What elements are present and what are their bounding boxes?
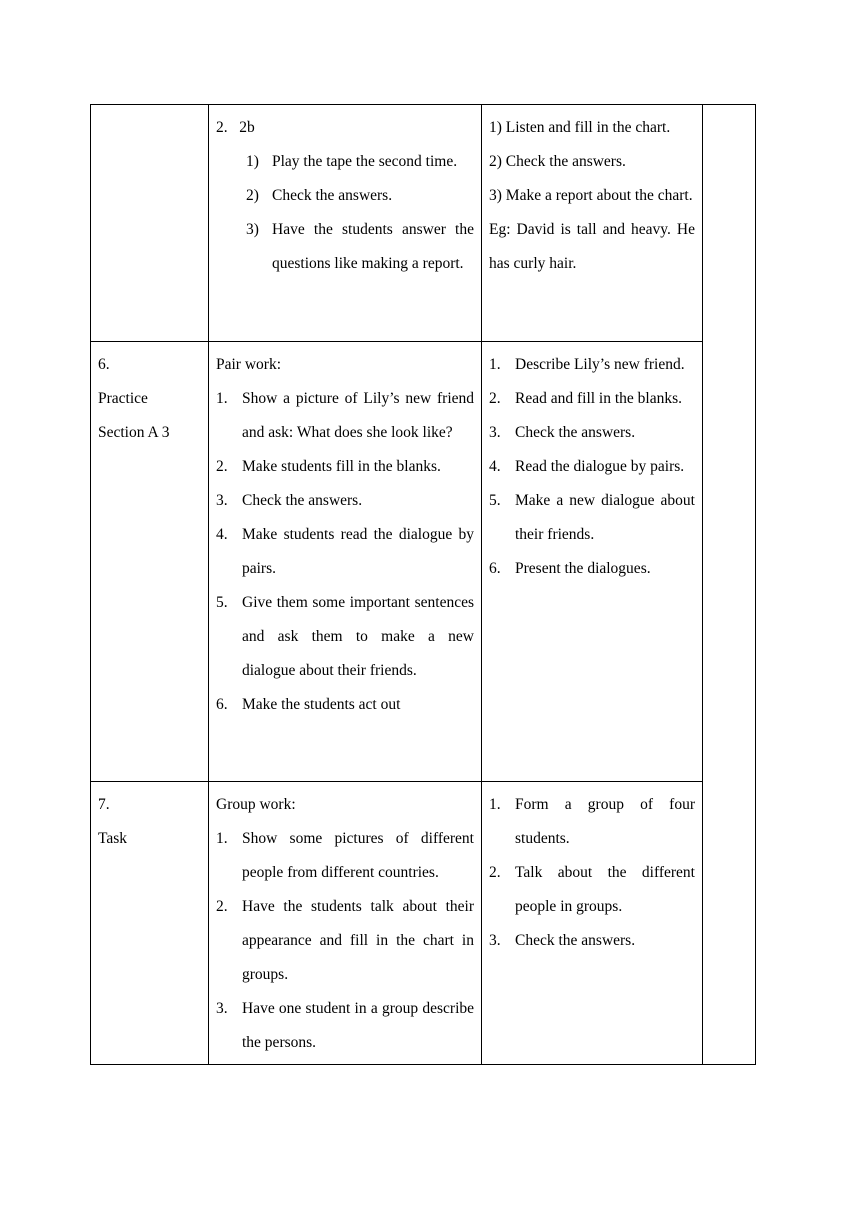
list-item: 1. Describe Lily’s new friend. (489, 356, 685, 373)
table-row (91, 782, 756, 1065)
teacher-steps-list (216, 145, 474, 281)
list-item: 3. Have one student in a group describe the persons. (216, 1000, 474, 1051)
table-row (91, 105, 756, 342)
stage-cell (91, 342, 209, 782)
student-activity-cell (482, 105, 703, 342)
list-item: 2. Have the students talk about their appearance and fill in the chart in groups. (216, 898, 474, 983)
list-item: 3) Have the students answer the questions like making a report. (246, 221, 474, 272)
list-item: 4. Make students read the dialogue by pairs. (216, 526, 474, 577)
stage-cell (91, 105, 209, 342)
notes-cell (703, 782, 756, 1065)
lesson-plan-table (90, 104, 756, 1065)
teacher-steps-list (216, 822, 474, 1060)
stage-name: Task (98, 830, 128, 847)
list-item: 2. Make students fill in the blanks. (216, 458, 441, 475)
list-item: 2) Check the answers. (246, 187, 393, 204)
list-item: 1. Show a picture of Lily’s new friend and ask: What does she look like? (216, 390, 474, 441)
list-item: 3. Check the answers. (489, 932, 636, 949)
stage-name: Practice (98, 390, 148, 407)
teacher-activity-cell (209, 105, 482, 342)
teacher-activity-cell (209, 342, 482, 782)
activity-heading: 2. 2b (216, 119, 255, 136)
teacher-steps-list (216, 382, 474, 722)
table-row (91, 342, 756, 782)
list-item: 4. Read the dialogue by pairs. (489, 458, 685, 475)
stage-number: 7. (98, 796, 110, 813)
list-item: 6. Make the students act out (216, 696, 401, 713)
student-line: 1) Listen and fill in the chart. (489, 119, 671, 136)
notes-cell (703, 105, 756, 782)
list-item: 2. Talk about the different people in groups. (489, 864, 695, 915)
list-item: 5. Make a new dialogue about their friends. (489, 492, 695, 543)
student-line: 2) Check the answers. (489, 153, 626, 170)
activity-heading: Pair work: (216, 356, 282, 373)
student-activity-cell (482, 342, 703, 782)
student-line: 3) Make a report about the chart. (489, 187, 693, 204)
list-item: 2. Read and fill in the blanks. (489, 390, 683, 407)
list-item: 3. Check the answers. (216, 492, 363, 509)
list-item: 3. Check the answers. (489, 424, 636, 441)
list-item: 5. Give them some important sentences and ask them to make a new dialogue about their friends. (216, 594, 474, 679)
stage-cell (91, 782, 209, 1065)
list-item: 1. Show some pictures of different people from different countries. (216, 830, 474, 881)
student-steps-list (489, 788, 695, 958)
student-steps-list (489, 348, 695, 586)
student-line: Eg: David is tall and heavy. He has curly hair. (489, 221, 695, 272)
list-item: 6. Present the dialogues. (489, 560, 651, 577)
activity-heading: Group work: (216, 796, 296, 813)
stage-number: 6. (98, 356, 110, 373)
list-item: 1. Form a group of four students. (489, 796, 695, 847)
student-activity-cell (482, 782, 703, 1065)
teacher-activity-cell (209, 782, 482, 1065)
list-item: 1) Play the tape the second time. (246, 153, 458, 170)
stage-section: Section A 3 (98, 424, 170, 441)
